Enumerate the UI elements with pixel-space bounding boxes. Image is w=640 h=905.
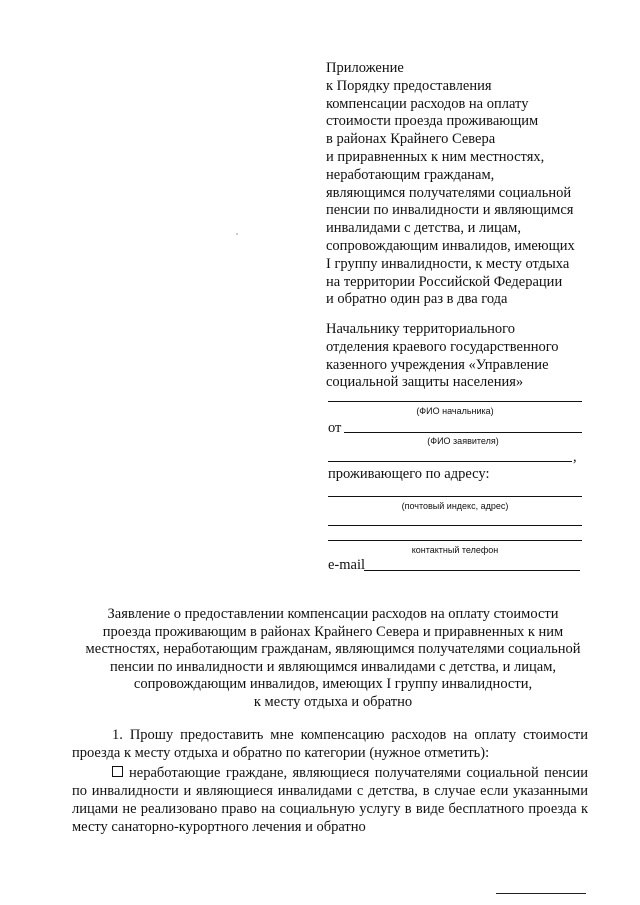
email-line[interactable] xyxy=(364,570,580,571)
address-caption: (почтовый индекс, адрес) xyxy=(401,501,509,511)
residing-label: проживающего по адресу: xyxy=(328,466,490,482)
statement-title-line: сопровождающим инвалидов, имеющих I группу инвалидности, xyxy=(133,676,533,693)
appendix-line: и обратно один раз в два года xyxy=(326,291,508,308)
scan-speck xyxy=(236,233,238,235)
phone-line[interactable] xyxy=(328,540,582,541)
applicant-name-line[interactable] xyxy=(344,432,582,433)
addressee-line: социальной защиты населения» xyxy=(326,374,524,391)
bottom-rule xyxy=(496,893,586,894)
option-1-text: неработающие граждане, являющиеся получателями социальной пенсии по инвалидности и являющиеся инвалидами с детства, в случае если указанными лицами не реализовано право на социальную услугу в виде бесплатного проезда к месту санаторно-курортного лечения и обратно xyxy=(72,765,588,835)
appendix-line: в районах Крайнего Севера xyxy=(326,131,496,148)
option-1-checkbox[interactable] xyxy=(112,766,123,777)
statement-title-line: местностях, неработающим гражданам, являющимся получателями социальной xyxy=(85,641,581,658)
phone-caption: контактный телефон xyxy=(411,545,499,555)
address-line-2[interactable] xyxy=(328,525,582,526)
appendix-line: являющимся получателями социальной xyxy=(326,184,572,201)
addressee-block xyxy=(326,321,559,392)
addressee-line: казенного учреждения «Управление xyxy=(326,356,549,373)
statement-title xyxy=(70,606,596,712)
email-label: e-mail xyxy=(328,557,366,573)
appendix-line: Приложение xyxy=(326,60,404,76)
address-line[interactable] xyxy=(328,496,582,497)
appendix-line: на территории Российской Федерации xyxy=(326,273,563,290)
appendix-line: I группу инвалидности, к месту отдыха xyxy=(326,255,570,272)
statement-title-line: к месту отдыха и обратно xyxy=(253,693,413,710)
appendix-block xyxy=(326,60,626,309)
head-name-line[interactable] xyxy=(328,401,582,402)
statement-title-line: Заявление о предоставлении компенсации расходов на оплату стоимости xyxy=(107,606,559,622)
addressee-line: Начальнику территориального xyxy=(326,321,515,337)
appendix-line: к Порядку предоставления xyxy=(326,77,492,94)
option-1 xyxy=(72,764,588,836)
from-label: от xyxy=(328,420,342,436)
appendix-line: компенсации расходов на оплату xyxy=(326,95,529,112)
head-name-caption: (ФИО начальника) xyxy=(416,406,494,416)
applicant-name-caption: (ФИО заявителя) xyxy=(427,436,499,446)
appendix-line: и приравненных к ним местностях, xyxy=(326,148,545,165)
comma: , xyxy=(573,449,577,465)
statement-title-line: проезда проживающим в районах Крайнего Севера и приравненных к ним xyxy=(102,623,564,640)
appendix-line: пенсии по инвалидности и являющимся xyxy=(326,202,574,219)
appendix-line: инвалидами с детства, и лицам, xyxy=(326,220,521,237)
applicant-name-line-2[interactable] xyxy=(328,461,572,462)
paragraph-1: 1. Прошу предоставить мне компенсацию расходов на оплату стоимости проезда к месту отдыха и обратно по категории (нужное отметить): xyxy=(72,727,588,761)
statement-title-line: пенсии по инвалидности и являющимся инвалидами с детства, и лицам, xyxy=(109,658,557,675)
appendix-line: неработающим гражданам, xyxy=(326,166,495,183)
appendix-line: сопровождающим инвалидов, имеющих xyxy=(326,237,575,254)
addressee-line: отделения краевого государственного xyxy=(326,338,559,355)
appendix-line: стоимости проезда проживающим xyxy=(326,113,539,130)
